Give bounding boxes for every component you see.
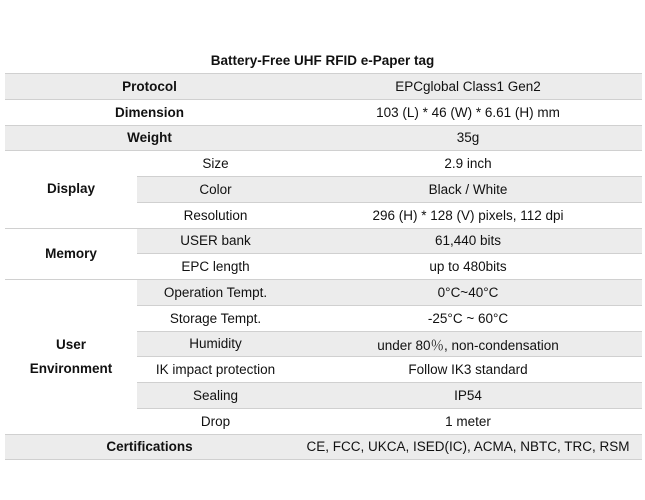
table-title: Battery-Free UHF RFID e-Paper tag (210, 53, 435, 68)
table-row-memory-user-bank (5, 228, 642, 254)
certifications-label: Certifications (5, 434, 294, 460)
env-drop-label: Drop (137, 408, 294, 434)
env-humidity-label: Humidity (137, 331, 294, 357)
env-ik-label: IK impact protection (137, 357, 294, 383)
weight-label: Weight (5, 125, 294, 151)
memory-epc-length-value: up to 480bits (294, 254, 642, 280)
env-operation-value: 0°C~40°C (294, 280, 642, 306)
dimension-value: 103 (L) * 46 (W) * 6.61 (H) mm (294, 99, 642, 125)
table-row-weight (5, 125, 642, 151)
environment-group-label (5, 280, 137, 435)
env-sealing-label: Sealing (137, 383, 294, 409)
table-row-certifications (5, 434, 642, 460)
display-group-label: Display (5, 151, 137, 228)
env-operation-label: Operation Tempt. (137, 280, 294, 306)
protocol-value: EPCglobal Class1 Gen2 (294, 74, 642, 100)
dimension-label: Dimension (5, 99, 294, 125)
display-size-label: Size (137, 151, 294, 177)
memory-epc-length-label: EPC length (137, 254, 294, 280)
display-resolution-value: 296 (H) * 128 (V) pixels, 112 dpi (294, 202, 642, 228)
display-color-label: Color (137, 177, 294, 203)
env-storage-label: Storage Tempt. (137, 305, 294, 331)
table-row-env-operation (5, 280, 642, 306)
memory-user-bank-label: USER bank (137, 228, 294, 254)
table-row-dimension (5, 99, 642, 125)
display-size-value: 2.9 inch (294, 151, 642, 177)
memory-user-bank-value: 61,440 bits (294, 228, 642, 254)
weight-value: 35g (294, 125, 642, 151)
table-row-display-size (5, 151, 642, 177)
certifications-value: CE, FCC, UKCA, ISED(IC), ACMA, NBTC, TRC, RSM (294, 434, 642, 460)
env-ik-value: Follow IK3 standard (294, 357, 642, 383)
spec-table (5, 73, 642, 460)
memory-group-label: Memory (5, 228, 137, 280)
env-sealing-value: IP54 (294, 383, 642, 409)
table-row-protocol (5, 74, 642, 100)
env-drop-value: 1 meter (294, 408, 642, 434)
env-humidity-value: under 80％, non-condensation (294, 331, 642, 357)
protocol-label: Protocol (5, 74, 294, 100)
env-storage-value: -25°C ~ 60°C (294, 305, 642, 331)
display-color-value: Black / White (294, 177, 642, 203)
environment-group-label-line2: Environment (29, 360, 113, 376)
environment-group-label-line1: User (55, 336, 87, 352)
display-resolution-label: Resolution (137, 202, 294, 228)
